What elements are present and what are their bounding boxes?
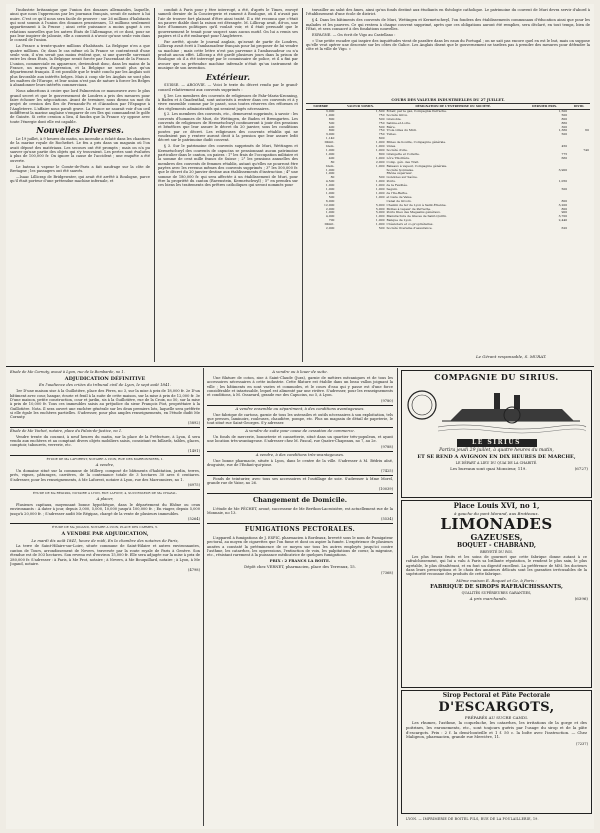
sirius-ship-name: LE SIRIUS — [457, 439, 537, 447]
notice-body: Plusieurs capitaux, moyennant bonne hypothèque, dans le département du Rhône ou ceux environnants : A dater à jour, depuis 3,000, 5,000, 10,000 jusqu'à 100,000 fr. ; En viager, depuis 5,000 jusqu'à 20,000 fr. ; S'adresser audit Me Régipas, chargé de la vente de plusieurs immeubles. — [10, 502, 200, 516]
bourse-cell: 500 — [378, 175, 385, 180]
ad-number: (6727) — [574, 466, 588, 471]
sirop-subtitle: PRÉPARÉS AU SUCRE CANDI. — [464, 715, 529, 720]
bourse-cell: 1,000 — [375, 144, 385, 149]
limonades-title-2: GAZEUSES, — [470, 532, 523, 542]
bourse-cell: 1,050 — [558, 179, 568, 184]
bourse-cell: 5,000 — [375, 206, 385, 211]
bourse-cell: Sabine-et-Loire. — [386, 120, 411, 125]
paragraph: Nous admettons à croire que lord Palmerston ce manoeuvre avec le plus grand secret et que le gouvernement de Londres a pris des mesures pour faire échouer les négociations. Avant de terminer, nous dirons un mot du projet de cession des îles de Fernando-Po et d'Annobon par l'Espagne à l'Angleterre. L'affaire nous paraît grave. La France ne saurait voir d'un oeil indifférent la marine anglaise s'emparer de ces îles qui commandent le golfe de Guinée. Si cette cession a lieu, il faudra que la France s'y oppose avec toute l'énergie dont elle est capable. — [10, 89, 150, 124]
notice-number: (6975) — [188, 483, 200, 488]
bourse-cell: 4,000 — [325, 214, 335, 219]
sirius-route: ET SE REND A AVIGNON EN DIX HEURES DE MARCHE, — [417, 454, 576, 460]
bourse-cell: 1,360 — [558, 128, 568, 133]
limonades-quality: QUALITÉS SUPÉRIEURES GARANTIES, — [461, 591, 532, 596]
bottom-column-1 — [10, 370, 200, 826]
ad-number: (7368) — [381, 571, 393, 575]
bourse-cell: 1,000 — [375, 140, 385, 145]
bourse-title: COURS DES VALEURS INDUSTRIELLES DU 27 JUILLET. — [391, 98, 505, 102]
sirius-ad — [401, 370, 592, 498]
bourse-cell: 750 — [378, 132, 385, 137]
notice-divider — [10, 523, 200, 524]
sirop-heading: Sirop Pectoral et Pâte Pectorale — [442, 692, 551, 699]
bourse-cell: 2,000 — [375, 159, 385, 164]
steamboat-icon — [402, 383, 591, 439]
bourse-cell: 1,000 — [325, 151, 335, 156]
section-heading-exterieur: Extérieur. — [205, 71, 251, 82]
ad-divider — [207, 475, 393, 476]
bourse-cell: 800 — [561, 198, 568, 203]
bourse-cell: Éclair, par le gaz, Compagnie Perrache. — [386, 108, 447, 113]
bourse-cell: 3,200 — [558, 202, 568, 207]
bourse-cell: 1,000 — [325, 210, 335, 215]
bourse-cell: Tuiles. — [386, 132, 397, 137]
bourse-cell: 12,000 — [323, 202, 335, 207]
bourse-cell: 800 — [561, 206, 568, 211]
bourse-cell: 2,000 — [325, 206, 335, 211]
bourse-cell: Société Girou. — [386, 112, 409, 117]
bourse-cell: 400 — [328, 155, 335, 160]
notice-divider — [10, 455, 200, 456]
bourse-cell: 1,000 — [325, 112, 335, 117]
bourse-cell: 1,000 — [325, 187, 335, 192]
newspaper-page — [6, 4, 594, 829]
column-divider — [397, 368, 398, 826]
bourse-cell: 500 — [561, 112, 568, 117]
notice-number: (4798) — [188, 567, 200, 572]
paragraph: « Une petite escadre qui inspire des inquiétudes vient de paraître dans les eaux du Portugal ; on ne sait pas encore quel en est le but, mais on suppose qu'elle veut opérer une descente sur les côtes de Galice. Les Anglais disent que le gouvernement ne tardera pas à prendre des mesures pour défendre la côte et la ville de Vigo. » — [306, 38, 590, 52]
sirius-quay: LE DÉPART A LIEU DU QUAI DE LA CHARITÉ. — [455, 461, 538, 465]
ad-number: (9788) — [381, 445, 393, 450]
notice-number: (5892) — [188, 421, 200, 426]
sirop-ad — [401, 690, 592, 814]
notice-subtitle: Le mardi dix août 1841, heure de midi, En la chambre des notaires de Paris, — [31, 537, 179, 543]
bourse-cell: Bateaux à vapeur, Compagnie générale. — [386, 163, 448, 168]
bourse-cell — [568, 227, 590, 231]
bourse-cell: 1,000 — [375, 218, 385, 223]
bourse-cell: 3,000 — [325, 132, 335, 137]
fumigations-depot: Dépôt chez VERNET, pharmacien, place des Terreaux, 15. — [244, 564, 356, 570]
bourse-header-cell: DÉSIGNATION DE L'ENTREPRISE OU SOCIÉTÉ. — [385, 104, 521, 110]
bourse-cell: Grangette et Collette. — [386, 151, 420, 156]
limonades-brevet: BREVETÉ DU ROI. — [480, 550, 513, 554]
paragraph: Par arrêté, ajoute le journal anglais, qu'avant de partir de Londres, Lillicrap avait écrit à l'ambassadeur français pour lui proposer de lui vendre sa machine ; mais cette lettre n'est pas parvenue à l'ambassadeur ou n'a produit aucun effet. Lillicrap a été gardé plusieurs jours dans la prison de Boulogne où il a été interrogé par le commissaire de police, et il a fini par avouer que sa prétendue machine infernale n'était qu'un instrument de musique de son invention. — [158, 39, 298, 70]
paragraph: La France a trente-quatre millions d'habitants. La Belgique n'en a que quatre millions. Or, dans le cas même où la France se contenterait d'une seule voix, il n'en serait pas moins évident que, si une querelle survenait entre les deux États, la Belgique serait forcée par l'ascendant de la France. L'union, commerciale en apparence, deviendrait donc, dans les mains de la France, un moyen d'agression, et la Belgique ne serait plus qu'un département français. Il est possible que le traité conclu par les Anglais soit plus favorable aux intérêts belges. Mais à coup sûr les Anglais ne sont plus les maîtres de l'Europe, et leur union n'est pas de nature à forcer les Belges à abandonner leurs intérêts commerciaux. — [10, 44, 150, 88]
bourse-cell: Chemin de fer de Lyon à Saint-Étienne. — [386, 202, 447, 207]
bourse-cell: 800 — [328, 116, 335, 121]
bourse-cell: 2,440 — [558, 218, 568, 223]
bourse-cell: 5,000 — [375, 202, 385, 207]
paragraph: § 3. Sur le patrimoine des couvents supprimés de Muri, Wettingen et Kermetschwyl des couvents de capucins se pensionnant aucun patrimoine particulier dans le canton, on paiera : 1° les frais de l'occupation militaire et la somme de cent mille francs de Suisse ; 2° les pensions annuelles des membres des couvents de femmes rétablis, autant qu'elles ne pourront être payées avec les revenus mêmes des couvents supprimés ; 3° les 500,000 fr. que le décret du 20 janvier destine aux établissements d'instruction ; 4° une somme de 180,000 fr. qui sera affectée à un établissement de Muri, pour être la propriété du canton (Ravenstein, Kermetschwyl) ; 5° en prendra sur ces biens les traitements des prêtres catholiques qui seront nommés pour — [158, 144, 298, 188]
paragraph: Le 19 juillet, à 9 heures du matin, un incendie a éclaté dans les chantiers de la marine royale de Rochefort. Le feu a pris dans un magasin où l'on avait déposé des matériaux. Les secours ont été prompts ; mais on n'a pu sauver qu'une partie des objets qui s'y trouvaient. Les pertes sont évaluées à plus de 100,000 fr. On ignore la cause de l'accident ; une enquête a été ouverte. — [10, 136, 150, 163]
bourse-cell: 1,500 — [375, 108, 385, 113]
bourse-cell: 700 — [328, 218, 335, 223]
bourse-cell: 400 — [328, 124, 335, 129]
bourse-cell: 1,000 — [375, 214, 385, 219]
notice-body: Vendre trente du courant, à neuf heures du matin, sur la place de la Préfecture, à Lyon, il sera vendu aux enchères et au comptant divers objets mobiliers saisis, consistant en billards, tables, glaces, comptoir, tabourets, verrerie, etc. — [10, 434, 200, 448]
paragraph: § 4. Dans les bâtiments des couvents de Muri, Wettingen et Kermetschwyl, l'on fondera des établissements communaux d'éducation ainsi que pour les malades et les pauvres. Ce qui restera à chaque couvent supprimé, après que ces obligations auront été remplies, sera déclaré, en tout temps, bien de l'État, et sera consacré à des fondations nouvelles. — [306, 18, 590, 31]
bourse-cell: Seguin. — [386, 187, 399, 192]
ad-title: A vendre de suite pour cause de cessation de commerce. — [245, 428, 355, 434]
notice-divider — [10, 489, 200, 490]
ad-body: Une filature de coton, sise à Saint-Claude (Jura), garnie de métiers mécaniques et de tous les accessoires nécessaires à cette industrie. Cette filature est établie dans un beau vallon joignant la ville ; les bâtiments en sont vastes et commodes, et le cours d'eau qui y passe est d'une force considérable et intarissable, lequel est alimenté par une rivière. S'adresser, pour les renseignements et conditions, à M. Ossavard, grande rue des Capucins, no 5, à Lyon. — [207, 375, 393, 398]
domicile-title: Changement de Domicile. — [252, 496, 348, 505]
bourse-cell: 500 — [378, 124, 385, 129]
fumigations-title: FUMIGATIONS PECTORALES. — [244, 525, 356, 533]
bourse-cell: 500 — [328, 194, 335, 199]
bourse-cell: Idem. — [325, 163, 335, 168]
sirius-title: COMPAGNIE DU SIRIUS. — [434, 372, 559, 382]
bourse-cell: 1,000 — [325, 190, 335, 195]
notice-title: ADJUDICATION DÉFINITIVE — [64, 375, 146, 382]
bourse-cell: 800 — [378, 151, 385, 156]
bourse-cell: Mollas à vapeur de Perrache. — [386, 206, 432, 211]
bourse-cell: Société civile. — [386, 147, 408, 152]
notice-number: (5264) — [188, 517, 200, 522]
limonades-fabrique: FABRIQUE DE SIROPS RAFRAÎCHISSANTS, — [430, 584, 563, 591]
section-heading-nouvelles: Nouvelles Diverses. — [36, 125, 124, 136]
bourse-cell: 900 — [561, 210, 568, 215]
ad-divider — [207, 405, 393, 406]
notice-head: ÉTUDE DE Me LAFOREST, NOTAIRE A LYON, RUE DES MARRONNIERS, 1. — [46, 457, 164, 462]
bourse-cell: 80 — [330, 175, 335, 180]
top-column-1 — [10, 8, 150, 362]
ad-title: A vendre ensemble ou séparément, à des conditions avantageuses. — [235, 405, 365, 411]
limonades-location: à gauche du pont Morand, aux Brotteaux. — [454, 511, 539, 516]
bourse-cell: Canal de Givors. — [386, 198, 412, 203]
bourse-cell: Idem. — [325, 144, 335, 149]
paragraph: ESPAGNE. — On écrit de Vigo au Castellano : — [312, 32, 396, 37]
ad-body: L'étude de Me PÉCHET, avoué, successeur de Me Berthon-Lacroisière, est actuellement rue de la Monnaie, no 13. — [207, 506, 393, 515]
sirop-title: D'ESCARGOTS, — [438, 700, 555, 715]
limonades-body — [402, 555, 591, 578]
bourse-cell: 1,000 — [375, 222, 385, 227]
ad-title: A vendre, à des conditions très-avantageuses. — [255, 452, 345, 458]
top-column-2 — [158, 8, 298, 362]
bourse-cell: 3,900 — [558, 167, 568, 172]
paragraph: l'industrie britannique que l'union des douanes allemandes, laquelle, ainsi que nous l'apprenons par les journaux français, serait de nature à lui nuire. C'est ce qu'il nous sera facile de prouver : sur 26 millions d'habitants qui sont soumis à l'union des douanes prussiennes, 13 millions seulement appartiennent à la Prusse ; ainsi cette puissance a moins gagné à ces relations nouvelles que les autres États de l'Allemagne, et ce dont, pour ne pas leur inspirer de jalousie, elle a consenti à n'avoir qu'une seule voix dans le conseil de l'union. — [10, 8, 150, 43]
ad-body: Un fonds de mercerie, bonneterie et cannetterie, situé dans un quartier très-populeux, et ayant une location très-avantageuse. S'adresser chez M. Pascal, rue Quatre-Chapeaux, no 7, au 2e. — [207, 435, 393, 444]
top-column-3 — [306, 8, 590, 94]
bourse-cell: 2,000 — [325, 226, 335, 231]
column-divider — [203, 368, 204, 826]
bourse-cell: Illimit. — [324, 140, 335, 145]
bourse-cell: 1,000 — [325, 183, 335, 188]
bourse-cell: Lôre Thiollière. — [386, 155, 410, 160]
notice-number: (1491) — [188, 449, 200, 454]
bourse-cell: 750 — [378, 112, 385, 117]
bourse-cell: 80 — [330, 159, 335, 164]
bourse-cell: 3,000 — [325, 108, 335, 113]
bourse-cell: 800 — [561, 116, 568, 121]
bourse-cell: Société riveraine d'assurance. — [386, 226, 433, 231]
bourse-cell: 750 — [378, 128, 385, 133]
bourse-cell: 1,500 — [558, 108, 568, 113]
bourse-cell: Ponts Dieu des Magasins généraux. — [386, 210, 441, 215]
bourse-cell: Comp. gén. des Trait. — [386, 159, 420, 164]
ad-number: (7237) — [576, 741, 588, 746]
bourse-cell: 1,000 — [375, 190, 385, 195]
bourse-cell: 750 — [378, 120, 385, 125]
bourse-cell: 1,000 — [375, 163, 385, 168]
ad-number: (5534) — [381, 516, 393, 521]
column-divider — [154, 8, 155, 362]
ad-body: Les plus beaux fruits et les soins de gourmet que cette fabrique donne autant à ce rafraîchissement, qui lui a valu à Paris sa brillante réputation, le rendent le plus sain, le plus agréable, le plus désaltérant, et en font un digestif excellent. La préférence de MM. les docteurs dans leurs prescriptions et le choix des amateurs délicats sont les garanties irrécusables de la supériorité reconnue des produits de cette fabrique. — [406, 555, 587, 577]
ad-body: L'appareil à fumigations de J. ESPIC, pharmacien à Bordeaux, breveté sous le nom de Fumigateur pectoral, au moyen de cigarettes que l'on fume et dont on aspire la fumée. L'expérience de plusieurs années a constaté la prééminence de ce moyen sur tous les autres employés jusqu'ici contre l'asthme, les catarrhes, les oppressions, l'extinction de voix, les palpitations de coeur, la migraine, etc., résistant rarement à la puissance médicatrice de quelques fumigations. — [207, 536, 393, 558]
ad-body: Une bonne pharmacie, située à Lyon, dans le centre de la ville. S'adresser à M. Bédrix aîné, droguiste, rue de l'Enfant-qui-pisse. — [207, 459, 393, 468]
ad-number: (10039) — [378, 487, 393, 492]
bourse-header-cell: DERNIER PRIX. — [521, 104, 568, 110]
sirop-body — [402, 721, 591, 742]
bourse-cell: Rhône supérieur. — [386, 171, 413, 176]
notice-divider — [10, 427, 200, 428]
notice-body: La terre de Saint-Hilaire-sur-Loire, située commune de Saint-Hilaire et autres environnantes, canton de Tours, arrondissement de Nevers, traversée par la route royale de Paris à Genève. Son étendue est de 503 hectares. Son revenu est d'environ 15,000 fr. Elle sera adjugée sur la mise à prix de 280,000 fr. S'adresser : à Paris, à Me Prot, notaire ; à Nevers, à Me Bouquillard, notaire ; à Lyon, à Me Jogand, notaire. — [10, 544, 200, 566]
bourse-cell: 60 — [585, 128, 589, 133]
bourse-header-cell: DIVID. — [568, 104, 590, 110]
bourse-cell: 1,000 — [375, 194, 385, 199]
bourse-cell: 450 — [561, 144, 568, 149]
notice-head: ÉTUDE DE Me RÉGIPAS, NOTAIRE A LYON, RUE LAFONT, 4, SUCCESSEUR DE Me CHAZAL. — [32, 491, 178, 496]
bourse-cell: Unies. — [386, 144, 397, 149]
limonades-title: LIMONADES — [440, 515, 553, 533]
bourse-cell: 4,500 — [325, 179, 335, 184]
notice-head: Étude de Me Cornuty, avoué à Lyon, rue de la Bombarde, no 1. — [10, 370, 125, 374]
limonades-firm: BOQUET - CHABRAND, — [457, 542, 536, 549]
notice-head: Étude de Me Vachet, notaire, place du Palais-de-Justice, no 1. — [10, 428, 123, 433]
bourse-header-cell: NOMBRE — [306, 104, 335, 110]
ad-body: Les rhumes, l'asthme, la coqueluche, les catarrhes, les irritations de la gorge et des poitrines, les enrouements, etc., sont toujours guéris par l'usage du sirop et de la pâte d'escargots. Prix : 2 f. la demi-bouteille et 1 f. 50 c. la boîte avec l'instruction. — Chez Maligeon, pharmacien, grande rue Mercière, 11. — [406, 721, 587, 740]
bourse-cell: 600 — [378, 136, 385, 141]
gerant-signature: Le Gérant responsable, S. MURAT. — [476, 354, 547, 359]
bourse-header-cell: VALEUR NOMIN. — [335, 104, 385, 110]
notice-head: ÉTUDE DE Me JOGAND, NOTAIRE A LYON, PLACE DES CARMES, 5. — [52, 525, 158, 530]
notice-subtitle: En l'audience des criées du tribunal civil de Lyon, le sept août 1841. — [39, 382, 171, 388]
ad-body: Fonds de teinturier, avec tous ses accessoires et l'outillage de soie. S'adresser à Mme Morel, grande rue de Vaise, no 26. — [207, 477, 393, 486]
paragraph: Le bateau à vapeur le Comte-de-Paris a fait naufrage sur la côte de Bretagne ; les passagers ont été sauvés. — [10, 164, 150, 173]
bourse-cell: 500 — [328, 120, 335, 125]
notice-body: 1er D'une maison sise à la Guillotière, place des Pères, no 3, sur la mise à prix de 18,000 fr. 2e D'un bâtiment avec cour, hangar, écurie et fenil à la suite de cette maison, sur la mise à prix de 12,000 fr. 3e D'une maison, petite construction, cour et jardin, sis à la Guillotière, rue de la Croix, no 50, sur la mise à prix de 10,000 fr. Tous ces immeubles saisis au préjudice du sieur François Piot, propriétaire à la Guillotière. Nota. Il sera ouvert une enchère générale sur les deux premiers lots, laquelle sera préférée si elle égale les enchères partielles. S'adresser, pour plus amples renseignements, en l'étude dudit Me Cornuty. — [10, 389, 200, 420]
bourse-table — [306, 103, 590, 231]
ad-number: (7425) — [381, 469, 393, 474]
column-divider — [302, 8, 303, 362]
notice-title: A placer, — [96, 496, 114, 502]
bourse-cell: 1,000 — [375, 179, 385, 184]
paragraph: § 2. Les membres des couvents, etc., demeurent supprimés, à savoir : les couvents d'hommes de Muri, de Wettingen, de Baden et Bremgarten. Les couvents de religieuses de Hermetschwyl continueront à jouir des pensions et bénéfices que leur assure le décret du 20 janvier, sous les conditions posées par ce décret. Les religieuses des couvents rétablis qui ne voudraient pas y rentrer auront droit à la pension que leur assure ledit décret sur le patrimoine dudit couvent. — [158, 112, 298, 143]
bourse-row — [306, 227, 590, 231]
bourse-cell: Manufacture de Glaces de Saint-Quirin. — [386, 214, 448, 219]
bourse-cell: 1,000 — [325, 167, 335, 172]
paragraph: —Isaac Lillicrap de Bridgewater, qui avait été arrêté à Boulogne, parce qu'il était porteur d'une prétendue machine infernale, et — [10, 174, 150, 184]
bourse-cell: 860 — [561, 120, 568, 125]
bourse-cell: 1,000 — [375, 187, 385, 192]
ad-title: A vendre ou à louer de suite. — [272, 370, 328, 374]
ad-divider — [207, 427, 393, 428]
ad-divider — [207, 451, 393, 452]
bourse-cell: Grenoble. — [386, 116, 402, 121]
limonades-price: A prix marchands. — [469, 596, 507, 602]
bourse-cell: 1,000 — [325, 147, 335, 152]
bourse-cell: 1,000 — [375, 147, 385, 152]
bourse-cell: 620 — [561, 226, 568, 231]
bourse-cell: Trois-villes du Midi. — [386, 128, 417, 133]
bourse-cell: 740 — [583, 147, 589, 152]
bourse-cell: et Gare de Vaise. — [386, 194, 413, 199]
bourse-cell: 500 — [378, 226, 385, 231]
bourse-cell: de la Feuillée. — [386, 183, 408, 188]
bourse-table-block — [306, 98, 590, 356]
bourse-cell: 1,000 — [375, 183, 385, 188]
sirius-offices: Les bureaux sont quai Monsieur, 119. — [450, 466, 527, 471]
limonades-place: Place Louis XVI, no 1, — [453, 501, 540, 510]
bourse-cell: 800 — [328, 128, 335, 133]
notice-body: Un domaine situé sur la commune de Millery, composé de bâtiments d'habitation, jardin, terres, prés, vignes, pâturages, carrières, de la contenance totale de 3 hectares 30 ares 6 centiares. S'adresser, pour les renseignements, à Me Laforest, notaire à Lyon, rue des Marronniers, no 1. — [10, 468, 200, 482]
bottom-column-2 — [207, 370, 393, 826]
bourse-cell: 500 — [378, 116, 385, 121]
paragraph: travailler au salut des âmes, ainsi qu'un fonds destiné aux étudiants en théologie catholique. Le patrimoine du couvent de Muri devra servir d'abord à l'établissement d'une école de district. — [306, 8, 590, 17]
bourse-cell: Mines de houille, Compagnie générale. — [386, 140, 447, 145]
bourse-cell: Bière. — [386, 124, 396, 129]
bourse-cell: de l'Ile-Barbe. — [386, 190, 408, 195]
bourse-cell: Créanciers et co-propriétaires. — [386, 222, 434, 227]
ad-divider — [207, 493, 393, 494]
bourse-cell: 660 — [561, 155, 568, 160]
bourse-cell: 6,000 — [325, 198, 335, 203]
bourse-cell: Ponts. — [386, 179, 396, 184]
ad-divider — [207, 523, 393, 524]
ad-body: Une fabrique de cartons, garnie de tous les ustensiles et outils nécessaires à son exploitation, tels que presses, laminoirs, rouleuses, chaudière, pompe, etc. Plus un magasin de détail de papeterie, le tout situé rue Saint-Georges. S'y adresser. — [207, 412, 393, 426]
bourse-cell: 1,000 — [375, 155, 385, 160]
sirius-departure: Partira jeudi 29 juillet, à quatre heures du matin, — [439, 448, 554, 453]
limonades-sign: Même maison E. Boquet et Ce, à Paris : — [456, 578, 537, 584]
bourse-cell: 300 — [561, 124, 568, 129]
notice-title: A vendre, — [95, 462, 115, 467]
ad-number: (9780) — [381, 399, 393, 404]
fumigations-price: PRIX : 2 FRANCS LA BOITE. — [269, 558, 331, 564]
paragraph: SUISSE. — ARGOVIE. — Voici le texte du décret rendu par le grand-conseil relativement aux couvents supprimés : — [158, 83, 298, 92]
bourse-cell: 500 — [561, 187, 568, 192]
bourse-cell: 1,140 — [325, 136, 335, 141]
bourse-cell: 775 — [561, 151, 568, 156]
bourse-cell: 1,000 — [325, 171, 335, 176]
bourse-cell: 5,000 — [375, 210, 385, 215]
notice-title: A VENDRE PAR ADJUDICATION, — [61, 531, 149, 538]
bourse-cell: Gondoles sur Saône. — [386, 175, 418, 180]
bourse-cell: 3,700 — [558, 214, 568, 219]
section-divider — [6, 366, 594, 367]
paragraph: conduit à Paris pour y être interrogé, a été, d'après le Times, envoyé samedi dernier de la Conciergerie et ramené à Boulogne, où il n'avait pas l'air de trouver fort plaisant d'être ainsi traité. Il a été reconnu que c'était un pauvre diable dont la raison est dérangée. M. Lillicrap avait, dit-on, une liste d'hommes politiques qu'il voulait voir, et il était persuadé que le gouvernement le tenait pour suspect sans aucun motif. On lui a remis ses papiers et il a été embarqué pour l'Angleterre. — [158, 8, 298, 39]
imprimerie-footer: LYON. — IMPRIMERIE DE BOITEL FILS, RUE DE LA POULAILLERIE, 19. — [406, 817, 539, 821]
limonades-ad — [401, 500, 592, 688]
ad-number: (6396) — [574, 596, 588, 602]
bourse-cell: 500 — [561, 132, 568, 137]
bourse-cell: Banque de Lyon. — [386, 218, 412, 223]
paragraph: § 1er. Les membres des couvents de religieuses de Fahr-Maria-Kronning, à Baden et à Gnadenthal, sont autorisés à rentrer dans ces couvents et à y vivre ensemble comme par le passé, sous toutes réserves des réformes et des règlements administratifs qui seraient jugés nécessaires. — [158, 93, 298, 111]
bourse-cell: Illimit. — [324, 222, 335, 227]
bourse-cell: Société lyonnaise. — [386, 167, 415, 172]
